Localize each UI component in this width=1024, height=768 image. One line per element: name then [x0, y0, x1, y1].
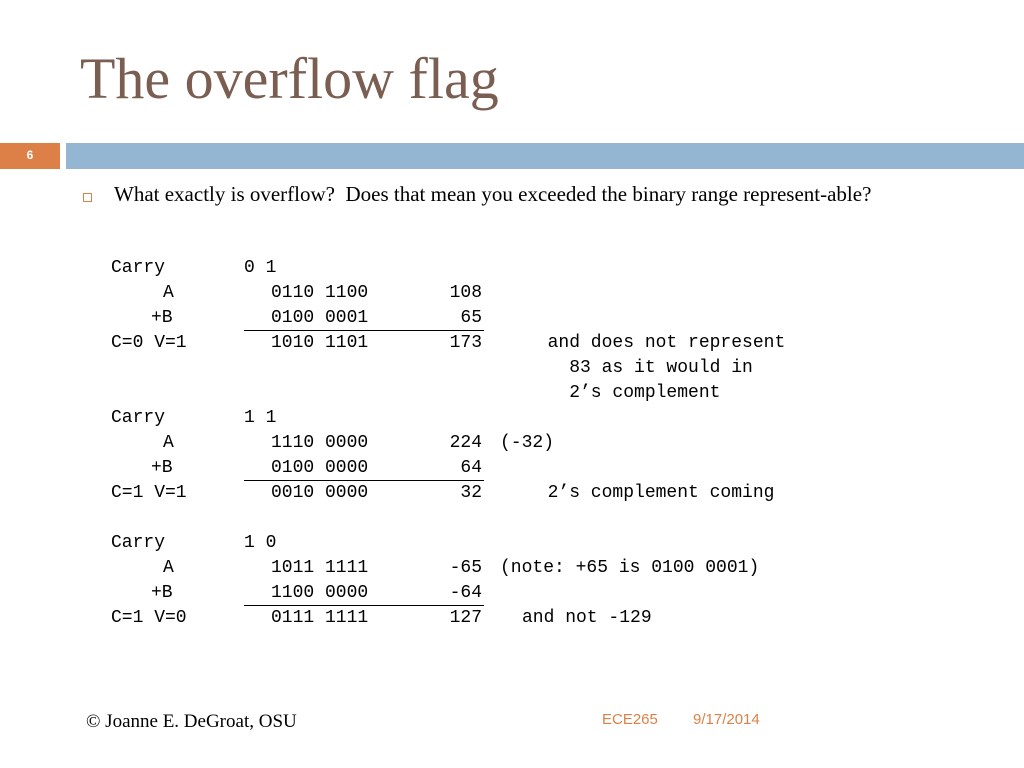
- operand-a-note: (note: +65 is 0100 0001): [500, 558, 760, 578]
- carry-label: Carry: [111, 533, 166, 553]
- operand-b-label: +B: [151, 308, 173, 328]
- operand-a-bits: 1011 1111: [271, 558, 369, 578]
- footer-date: 9/17/2014: [693, 711, 760, 728]
- operand-b-bits: 0100 0001: [271, 308, 369, 328]
- flags-label: C=0 V=1: [111, 333, 187, 353]
- bullet-text: What exactly is overflow? Does that mean you exceeded the binary range represent-able?: [114, 182, 872, 206]
- result-decimal: 32: [460, 483, 482, 503]
- operand-a-label: A: [163, 558, 174, 578]
- operand-a-label: A: [163, 283, 174, 303]
- carry-label: Carry: [111, 408, 166, 428]
- operand-a-bits: 1110 0000: [271, 433, 369, 453]
- result-decimal: 127: [449, 608, 482, 628]
- operand-b-decimal: -64: [449, 583, 482, 603]
- operand-a-decimal: 224: [449, 433, 482, 453]
- result-note: 2’s complement coming: [526, 483, 775, 503]
- operand-a-label: A: [163, 433, 174, 453]
- carry-label: Carry: [111, 258, 166, 278]
- operand-b-bits: 1100 0000: [271, 583, 369, 603]
- footer-course: ECE265: [602, 711, 658, 728]
- operand-a-decimal: 108: [449, 283, 482, 303]
- operand-b-label: +B: [151, 583, 173, 603]
- slide-title: The overflow flag: [80, 46, 499, 111]
- flags-label: C=1 V=1: [111, 483, 187, 503]
- result-note: and does not represent 83 as it would in 2’s complement: [547, 333, 786, 403]
- header-accent-bar: [66, 143, 1024, 169]
- operand-a-bits: 0110 1100: [271, 283, 369, 303]
- operand-a-note: (-32): [500, 433, 555, 453]
- result-bits: 1010 1101: [271, 333, 369, 353]
- operand-b-decimal: 65: [460, 308, 482, 328]
- carry-bits: 1 1: [244, 408, 277, 428]
- flags-label: C=1 V=0: [111, 608, 187, 628]
- footer-copyright: © Joanne E. DeGroat, OSU: [86, 711, 297, 732]
- result-decimal: 173: [449, 333, 482, 353]
- carry-bits: 0 1: [244, 258, 277, 278]
- operand-a-decimal: -65: [449, 558, 482, 578]
- carry-bits: 1 0: [244, 533, 277, 553]
- result-bits: 0111 1111: [271, 608, 369, 628]
- square-bullet-icon: [83, 193, 92, 202]
- operand-b-decimal: 64: [460, 458, 482, 478]
- operand-b-label: +B: [151, 458, 173, 478]
- slide-number: 6: [26, 148, 34, 162]
- result-note: and not -129: [522, 608, 652, 628]
- result-bits: 0010 0000: [271, 483, 369, 503]
- operand-b-bits: 0100 0000: [271, 458, 369, 478]
